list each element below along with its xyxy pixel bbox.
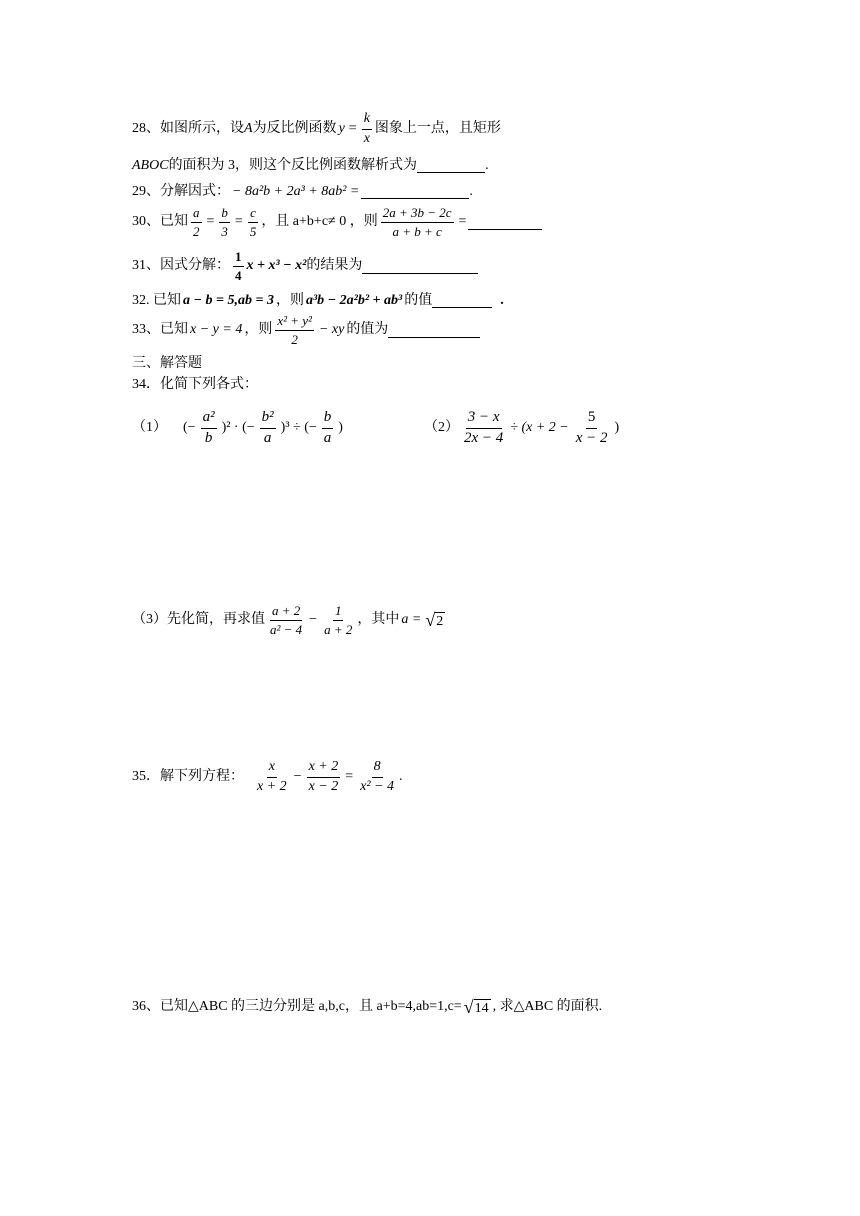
q30-frac-c	[248, 206, 259, 238]
q34-p3-var: a =	[401, 612, 422, 628]
q34-p1-label: （1）	[132, 420, 167, 436]
q32-mid: ，则	[275, 292, 304, 308]
q34-p1-frac-a	[201, 410, 217, 447]
q36-lead: 36、已知△ABC 的三边分别是 a,b,c，且 a+b=4,ab=1,c=	[132, 999, 462, 1014]
q35-fa-den: x + 2	[257, 778, 287, 794]
q33-fraction	[275, 314, 314, 346]
q34-p1-close: )	[338, 420, 343, 436]
q30-line	[132, 206, 542, 238]
q30-f3-den: 5	[249, 223, 257, 239]
q33-answer-blank[interactable]	[388, 323, 480, 338]
q35-fc-den: x² − 4	[360, 778, 395, 794]
q34-lead: 34．化简下列各式：	[132, 377, 258, 392]
q30-f1-num: a	[191, 206, 202, 223]
q34-p2-mid: ÷ (x + 2 −	[510, 420, 569, 436]
q34-p3-radicand: 2	[436, 613, 444, 629]
q32-condition: a − b = 5,ab = 3	[183, 292, 274, 308]
q34-p3-label: （3）先化简，再求值	[132, 612, 265, 628]
q33-frac-num: x² + y²	[275, 314, 314, 331]
q28-aboc: ABOC	[132, 157, 169, 173]
q34-part2	[424, 410, 621, 447]
q28-line2	[132, 158, 489, 173]
q33-after: − xy	[318, 322, 345, 338]
q34-p3-fb-num: 1	[333, 604, 344, 621]
q28-tail: 图象上一点，且矩形	[374, 121, 501, 137]
q32-line	[132, 293, 504, 308]
q35-fc-num: 8	[372, 760, 383, 778]
q30-f2-den: 3	[221, 223, 228, 239]
q30-frac-d	[381, 206, 454, 238]
q34-p3-fa-den: a² − 4	[270, 621, 303, 637]
q30-eq3: =	[458, 214, 467, 230]
q32-tail: 的值	[404, 292, 433, 308]
q35-line	[132, 760, 403, 794]
q34-p1-fb-num: b²	[260, 410, 276, 429]
q34-p2-fb-den: x − 2	[575, 429, 608, 446]
q28-mid: 为反比例函数	[252, 121, 337, 137]
section-3-title	[132, 356, 202, 370]
q28-eq: =	[348, 121, 357, 137]
q34-lead-line	[132, 378, 258, 392]
q34-p1-open: (−	[183, 420, 196, 436]
q30-lead: 30、已知	[132, 214, 188, 230]
q35-fa-num: x	[267, 760, 277, 778]
q30-eq1: =	[206, 214, 215, 230]
q28-fraction	[362, 112, 372, 146]
q35-minus: −	[293, 769, 302, 785]
q30-answer-blank[interactable]	[468, 215, 542, 230]
q33-frac-den: 2	[291, 331, 298, 347]
q31-answer-blank[interactable]	[362, 259, 478, 274]
q31-line	[132, 250, 478, 282]
q34-p1-mid1: )² · (−	[221, 420, 255, 436]
q34-p3-fa-num: a + 2	[270, 604, 302, 621]
q34-p1-fa-den: b	[204, 429, 213, 446]
q28-var-a: A	[244, 121, 253, 137]
q30-f1-den: 2	[193, 223, 200, 239]
q34-part1	[132, 410, 345, 447]
q28-answer-blank[interactable]	[417, 158, 485, 173]
q34-part3	[132, 604, 447, 636]
q34-p1-fb-den: a	[263, 429, 272, 446]
radical-icon: √	[463, 997, 474, 1017]
q33-condition: x − y = 4	[190, 322, 243, 338]
q32-answer-blank[interactable]	[432, 293, 492, 308]
q30-f4-num: 2a + 3b − 2c	[381, 206, 454, 223]
q34-p1-fa-num: a²	[201, 410, 217, 429]
q31-tail: 的结果为	[306, 258, 363, 274]
q34-p1-frac-c	[322, 410, 334, 447]
q29-answer-blank[interactable]	[361, 184, 469, 199]
q34-p3-frac-a	[268, 604, 304, 636]
q34-p3-frac-b	[322, 604, 354, 636]
q34-p2-label: （2）	[424, 420, 459, 436]
q28-frac-num: k	[362, 112, 372, 130]
q34-p2-frac-b	[574, 410, 610, 447]
q35-frac-b	[307, 760, 341, 794]
section-3-title-text: 三、解答题	[132, 355, 202, 371]
q28-line2-text: 的面积为 3，则这个反比例函数解析式为	[168, 157, 418, 173]
q34-p1-frac-b	[260, 410, 276, 447]
q30-f2-num: b	[219, 206, 230, 223]
q29-expr: − 8a²b + 2a³ + 8ab² =	[232, 183, 360, 199]
q29-lead: 29、分解因式：	[132, 183, 230, 199]
q34-p1-mid2: )³ ÷ (−	[280, 420, 317, 436]
q35-frac-a	[255, 760, 289, 794]
q30-f3-num: c	[248, 206, 258, 223]
q33-line	[132, 314, 480, 346]
q28-frac-den: x	[363, 130, 370, 146]
q34-p2-close: )	[614, 420, 620, 436]
q34-p2-fb-num: 5	[586, 410, 598, 429]
q32-end: .	[500, 292, 504, 308]
q31-frac-den: 4	[235, 267, 242, 283]
q29-end: .	[469, 183, 473, 199]
q30-frac-a	[191, 206, 202, 238]
q31-lead: 31、因式分解：	[132, 258, 230, 274]
q33-lead: 33、已知	[132, 322, 188, 338]
q34-p2-frac-a	[462, 410, 505, 447]
q36-sqrt	[464, 998, 491, 1016]
q28-lead: 28、如图所示，设	[132, 121, 244, 137]
q28-y: y	[338, 121, 345, 137]
q35-end: .	[399, 769, 403, 785]
q36-line	[132, 998, 602, 1016]
q35-fb-num: x + 2	[307, 760, 341, 778]
q35-frac-c	[358, 760, 396, 794]
q35-fb-den: x − 2	[308, 778, 339, 794]
q31-fraction	[233, 250, 244, 282]
q32-expr: a³b − 2a²b² + ab³	[305, 292, 403, 308]
q34-p2-fa-den: 2x − 4	[464, 429, 504, 446]
q31-expr: x + x³ − x²	[246, 258, 307, 274]
q30-eq2: =	[234, 214, 243, 230]
q34-p2-fa-num: 3 − x	[466, 410, 502, 429]
q28-line1	[132, 112, 501, 146]
q34-p3-minus: −	[309, 612, 318, 628]
q36-tail: , 求△ABC 的面积.	[492, 999, 603, 1014]
q30-f4-den: a + b + c	[392, 223, 442, 239]
q35-lead: 35．解下列方程：	[132, 769, 244, 785]
q30-frac-b	[219, 206, 230, 238]
q31-frac-num: 1	[233, 250, 244, 267]
radical-icon: √	[425, 610, 436, 631]
q29-line	[132, 184, 473, 199]
q36-radicand: 14	[474, 1000, 489, 1016]
q34-p3-fb-den: a + 2	[324, 621, 353, 637]
q34-p3-sqrt	[425, 611, 445, 629]
q34-p3-tail: ，其中	[357, 612, 400, 628]
q28-end: .	[485, 157, 489, 173]
q33-mid: ，则	[244, 322, 273, 338]
q33-tail: 的值为	[346, 322, 389, 338]
q32-lead: 32. 已知	[132, 292, 181, 308]
q34-p1-fc-num: b	[322, 410, 334, 429]
q34-p1-fc-den: a	[323, 429, 332, 446]
q35-eq: =	[345, 769, 354, 785]
q30-condition: ，且 a+b+c≠ 0 ，则	[261, 214, 378, 230]
